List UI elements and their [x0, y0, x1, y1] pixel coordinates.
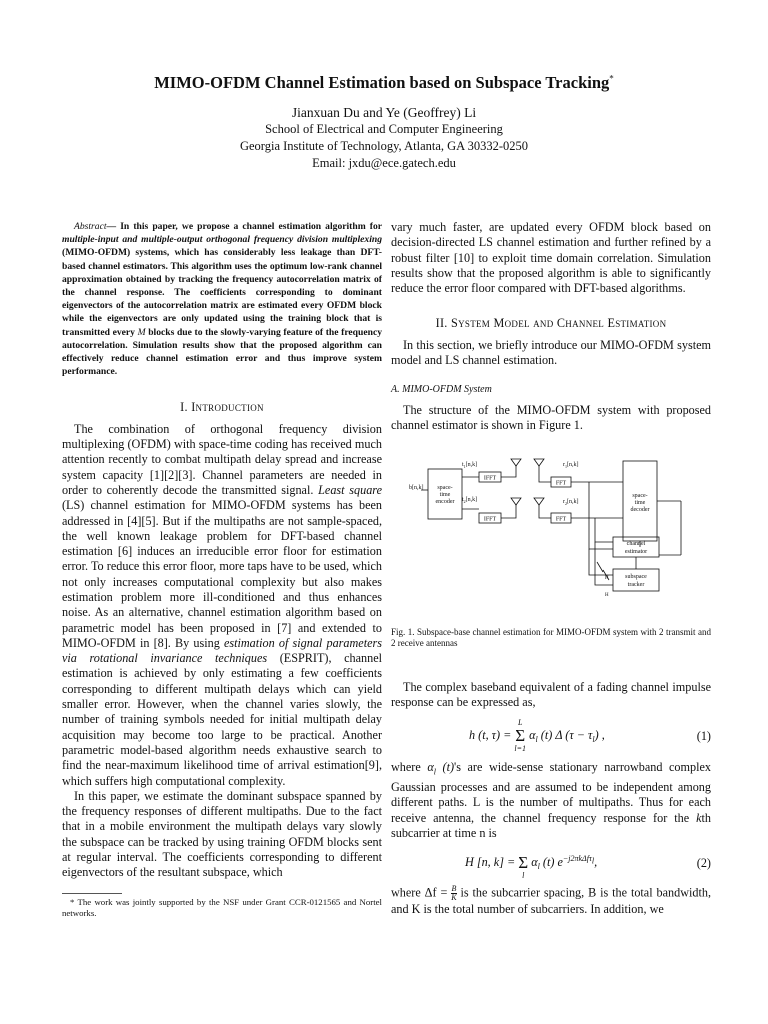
equation-1	[391, 718, 711, 754]
baseband-paragraph: The complex baseband equivalent of a fading channel impulse response can be expressed as,	[391, 679, 711, 709]
footnote: * The work was jointly supported by the NSF under Grant CCR-0121565 and Nortel networks.	[62, 896, 382, 919]
intro-p1-a: The combination of orthogonal frequency division multiplexing (OFDM) with space-time coding has received much attention recently to combat multipath delay spread and increase system capacity [1][2][3]. Channel parameters are needed in order to coherently decode the transmitted signal.	[62, 421, 382, 497]
paper-title	[40, 73, 728, 93]
section-number: I.	[180, 400, 188, 415]
figure-caption: Fig. 1. Subspace-base channel estimation for MIMO-OFDM system with 2 transmit and 2 receive antennas	[391, 627, 711, 649]
st-encoder-line1: space-	[437, 485, 453, 492]
t1-index: [n,k]	[465, 462, 478, 469]
input-label: b[n,k]	[409, 485, 424, 492]
author-names: Jianxuan Du and Ye (Geoffrey) Li	[291, 105, 477, 120]
affiliation-institute: Georgia Institute of Technology, Atlanta, GA 30332-0250	[239, 139, 529, 153]
intro-p1-c: (ESPRIT), channel estimation is achieved by only estimating a few coefficients corresponding to different multipath delays which can yield smaller error. However, when the channel varies slowly, the number of training symbols needed for initial multipath delay acquisition may become too large to be practical. Another parametric model-based algorithm needs exhaustive search to find the near-maximum likelihood time of arrival estimation[9], which suffers high computational complexity.	[62, 651, 382, 788]
section-title: Introduction	[191, 400, 264, 415]
eq2-lhs: H [n, k] =	[465, 854, 516, 869]
tx-antenna-1	[511, 459, 521, 466]
title-footnote-mark: *	[609, 73, 614, 84]
left-column	[62, 220, 382, 920]
eq1-lhs: h (t, τ) =	[469, 728, 512, 743]
t1-label	[462, 462, 477, 469]
where1-c: th subcarrier at time n is	[391, 810, 711, 840]
tx-antenna-2	[511, 498, 521, 505]
ifft-label-2: IFFT	[483, 516, 497, 523]
eq1-alpha: α	[529, 728, 536, 743]
eq1-end: ) ,	[594, 728, 605, 743]
footnote-rule	[62, 893, 122, 894]
subsection-heading: A. MIMO-OFDM System	[391, 384, 492, 396]
equation-1-number: (1)	[696, 728, 711, 743]
title-text: MIMO-OFDM Channel Estimation based on Subspace Tracking	[154, 73, 610, 92]
author-block	[40, 104, 728, 172]
sum-symbol: Σ	[515, 726, 526, 746]
fft-label-2: FFT	[555, 516, 567, 523]
t2-label	[462, 497, 477, 504]
equation-2-body: H [n, k] = Σ l $\alpha_l$ (t) $e^{-j2\pi k\Delta f\tau_l}$,	[465, 845, 597, 881]
equation-1-body: h (t, τ) = L Σ l=1 $\alpha_l$ (t) Δ $(\tau - \tau_l)$ ,	[469, 718, 605, 754]
abstract	[62, 220, 382, 378]
eq1-lower: l=1	[514, 744, 527, 754]
abstract-m: M	[137, 326, 146, 338]
t2-letter: t	[462, 497, 464, 504]
fraction-b-over-k: $\frac{B}{K}$	[451, 884, 457, 903]
section-number: II.	[435, 316, 448, 331]
abstract-text-3: blocks due to the slowly-varying feature of the frequency autocorrelation. Simulation results show that the proposed algorithm can effectively reduce channel estimation error and thus improve system performance.	[62, 326, 382, 378]
h-label-2: H	[605, 593, 609, 599]
intro-paragraph-1	[62, 422, 382, 789]
section-heading-system-model	[391, 316, 711, 331]
eq2-sum	[518, 845, 528, 881]
st-encoder-line3: encoder	[435, 499, 455, 506]
eq1-rest: (t) Δ (τ − τ	[540, 728, 593, 743]
st-decoder-line2: time	[634, 500, 646, 507]
block-diagram	[391, 457, 711, 627]
eq1-sum	[514, 718, 526, 754]
abstract-lead: Abstract	[74, 221, 107, 232]
eq1-upper: L	[518, 718, 523, 728]
channel-estimator-line1: channel	[626, 541, 646, 548]
affiliation-school: School of Electrical and Computer Engineering	[265, 122, 503, 136]
abstract-text-italic: multiple-input and multiple-output orthogonal frequency division multiplexing	[62, 234, 382, 246]
t1-letter: t	[462, 462, 464, 469]
subspace-tracker-line2: tracker	[627, 582, 645, 589]
rx-antenna-1	[534, 459, 544, 466]
r1-index: [n,k]	[567, 462, 579, 469]
intro-p1-b: (LS) channel estimation for MIMO-OFDM systems has been addressed in [4][5]. But if the multipaths are not sample-spaced, the well known leakage problem for DFT-based channel estimation [6] induces an irreducible error floor for estimation error. To reduce this error floor, more taps have to be used, which not only increases computational complexity but also makes estimation problem more ill-conditioned and thus enhances noise. As an alternative, channel estimation algorithm based on parametric model has been proposed in [7] and extended to MIMO-OFDM in [8]. By using	[62, 498, 382, 650]
t1-sub: 1	[463, 464, 466, 470]
figure-1	[391, 457, 711, 627]
r2-label	[563, 499, 579, 506]
st-encoder-line2: time	[439, 492, 451, 499]
sum-symbol: Σ	[518, 853, 529, 873]
rx-antenna-2	[534, 498, 544, 505]
where2-a: where Δf =	[391, 885, 452, 900]
intro-continuation: vary much faster, are updated every OFDM block based on decision-directed LS channel estimation and further refined by a robust filter [10] to exploit time domain correlation. Simulation results show that the proposed algorithm is able to significantly reduce the error floor compared with DFT-based algorithms.	[391, 220, 711, 296]
r1-sub: 1	[565, 464, 567, 470]
r2-index: [n,k]	[567, 499, 579, 506]
subspace-tracker-line1: subspace	[625, 574, 647, 581]
r1-letter: r	[563, 462, 565, 469]
r2-sub: 2	[565, 501, 567, 507]
eq2-lower: l	[522, 871, 525, 881]
channel-estimator-line2: estimator	[624, 549, 648, 556]
st-decoder-line1: space-	[632, 493, 648, 500]
t2-index: [n,k]	[465, 497, 478, 504]
right-column	[391, 220, 711, 917]
intro-paragraph-2: In this paper, we estimate the dominant subspace spanned by the frequency responses of different multipaths. Due to the fact that in a mobile environment the multipath delays vary slowly the subspace can be tracked by using training OFDM blocks sent at regular interval. The coefficients corresponding to different eigenvectors of the resultant subspace, which	[62, 788, 382, 880]
ifft-label-1: IFFT	[483, 475, 497, 482]
section-title: System Model and Channel Estimation	[451, 316, 667, 331]
where2-b: is the subcarrier spacing, B is the total bandwidth, and K is the total number of subcarriers. In addition, we	[391, 885, 712, 917]
t2-sub: 2	[463, 499, 466, 505]
author-email: Email: jxdu@ece.gatech.edu	[312, 156, 456, 170]
where-paragraph-2	[391, 885, 711, 917]
equation-2-number: (2)	[696, 855, 711, 870]
st-decoder-line3: decoder	[630, 507, 650, 514]
fft-label-1: FFT	[555, 480, 567, 487]
where1-a: where	[391, 760, 428, 775]
intro-p1-ls: Least square	[318, 482, 382, 497]
where1-k: k	[696, 810, 702, 825]
equation-2	[391, 845, 711, 881]
where-paragraph-1: where $\alpha_l$ (t)'s are wide-sense stationary narrowband complex Gaussian processes and are assumed to be independent among different paths. L is the number of multipaths. Thus for each receive antenna, the channel frequency response for the kth subcarrier at time n is	[391, 760, 711, 840]
r2-letter: r	[563, 499, 565, 506]
section2-paragraph: In this section, we briefly introduce our MIMO-OFDM system model and LS channel estimation.	[391, 337, 711, 368]
h-label-1: H	[605, 576, 609, 582]
where1-b: 's are wide-sense stationary narrowband complex Gaussian processes and are assumed to be independent among different paths. L is the number of multipaths. Thus for each receive antenna, the channel frequency response for the	[391, 760, 711, 825]
intro-p1-esprit: estimation of signal parameters via rotational invariance techniques	[62, 635, 382, 666]
abstract-dash: —	[106, 221, 121, 232]
subsection-paragraph: The structure of the MIMO-OFDM system with proposed channel estimator is shown in Figure 1.	[391, 402, 711, 432]
section-heading-introduction	[62, 400, 382, 415]
abstract-text-1: In this paper, we propose a channel estimation algorithm for	[120, 221, 383, 232]
abstract-text-2: (MIMO-OFDM) systems, which has considerably less leakage than DFT-based channel estimators. This algorithm uses the optimum low-rank channel approximation obtained by tracking the frequency autocorrelation matrix of the channel response. The coefficients corresponding to dominant eigenvectors of the autocorrelation matrix are estimated every OFDM block while the eigenvectors are only updated using the training block that is transmitted every	[62, 247, 382, 338]
r1-label	[563, 462, 579, 469]
